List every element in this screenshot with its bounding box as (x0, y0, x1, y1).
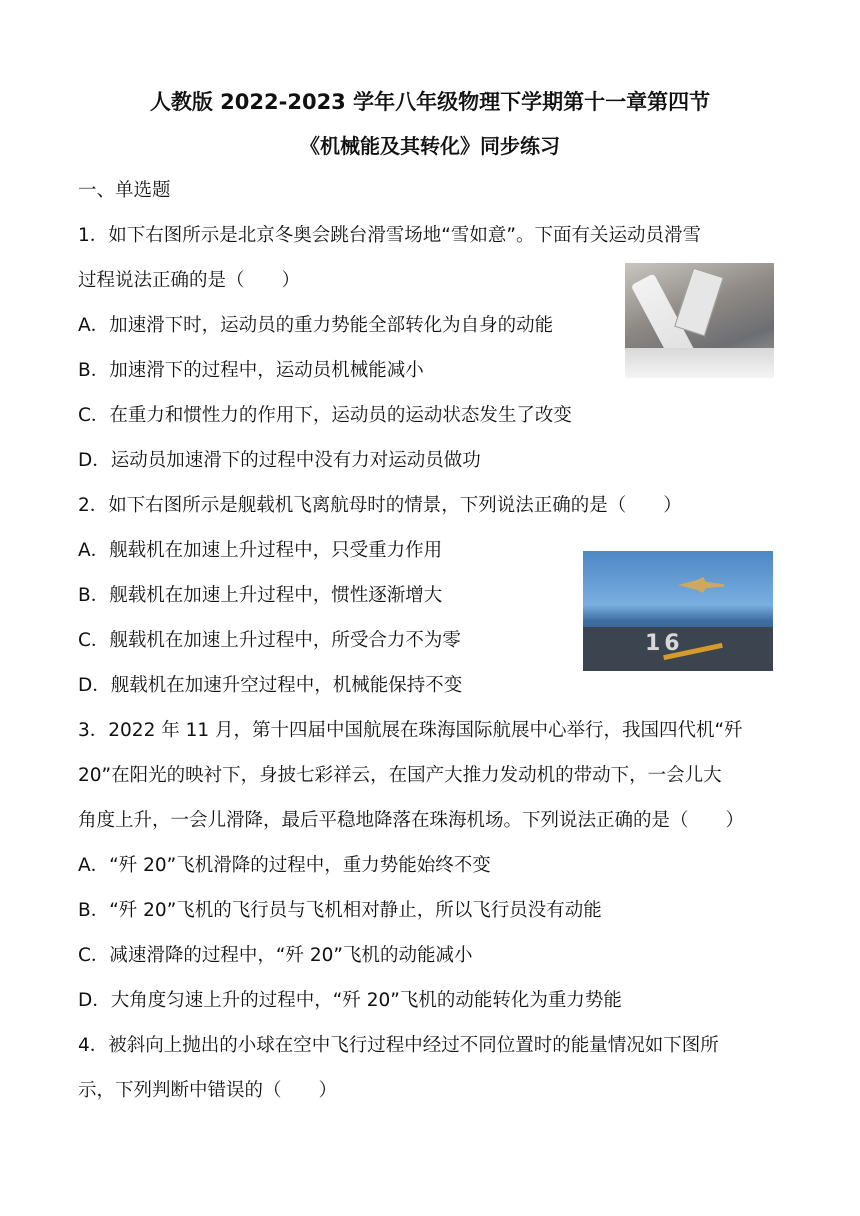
question-1-option-c: C．在重力和惯性力的作用下，运动员的运动状态发生了改变 (78, 405, 572, 426)
question-3-option-a: A．“歼 20”飞机滑降的过程中，重力势能始终不变 (78, 855, 491, 876)
question-1-stem: 1．如下右图所示是北京冬奥会跳台滑雪场地“雪如意”。下面有关运动员滑雪 (78, 225, 701, 246)
question-4-stem: 4．被斜向上抛出的小球在空中飞行过程中经过不同位置时的能量情况如下图所 (78, 1035, 719, 1056)
question-2-option-b: B．舰载机在加速上升过程中，惯性逐渐增大 (78, 585, 443, 606)
question-3-option-b: B．“歼 20”飞机的飞行员与飞机相对静止，所以飞行员没有动能 (78, 900, 602, 921)
ski-tower-shape (674, 268, 724, 337)
question-4-stem-cont: 示，下列判断中错误的（ ） (78, 1080, 338, 1101)
question-1-option-b: B．加速滑下的过程中，运动员机械能减小 (78, 360, 424, 381)
carrier-jet-photo (583, 551, 773, 671)
question-3-stem-cont-1: 20”在阳光的映衬下，身披七彩祥云，在国产大推力发动机的带动下，一会儿大 (78, 765, 722, 786)
section-heading: 一、单选题 (78, 180, 171, 201)
question-3-option-d: D．大角度匀速上升的过程中，“歼 20”飞机的动能转化为重力势能 (78, 990, 622, 1011)
snow-ground-shape (625, 348, 774, 378)
page-title: 人教版 2022-2023 学年八年级物理下学期第十一章第四节 (149, 90, 711, 114)
question-1-option-a: A．加速滑下时，运动员的重力势能全部转化为自身的动能 (78, 315, 554, 336)
jet-icon (678, 577, 724, 593)
question-3-stem: 3．2022 年 11 月，第十四届中国航展在珠海国际航展中心举行，我国四代机“歼 (78, 720, 743, 741)
deck-number: 16 (645, 631, 684, 656)
question-1-stem-cont: 过程说法正确的是（ ） (78, 270, 301, 291)
page-subtitle: 《机械能及其转化》同步练习 (300, 134, 560, 158)
question-2-option-c: C．舰载机在加速上升过程中，所受合力不为零 (78, 630, 461, 651)
ski-jump-photo (625, 263, 774, 378)
question-3-option-c: C．减速滑降的过程中，“歼 20”飞机的动能减小 (78, 945, 473, 966)
question-2-option-a: A．舰载机在加速上升过程中，只受重力作用 (78, 540, 443, 561)
question-1-option-d: D．运动员加速滑下的过程中没有力对运动员做功 (78, 450, 481, 471)
question-2-option-d: D．舰载机在加速升空过程中，机械能保持不变 (78, 675, 463, 696)
question-3-stem-cont-2: 角度上升，一会儿滑降，最后平稳地降落在珠海机场。下列说法正确的是（ ） (78, 810, 745, 831)
question-2-stem: 2．如下右图所示是舰载机飞离航母时的情景，下列说法正确的是（ ） (78, 495, 682, 516)
